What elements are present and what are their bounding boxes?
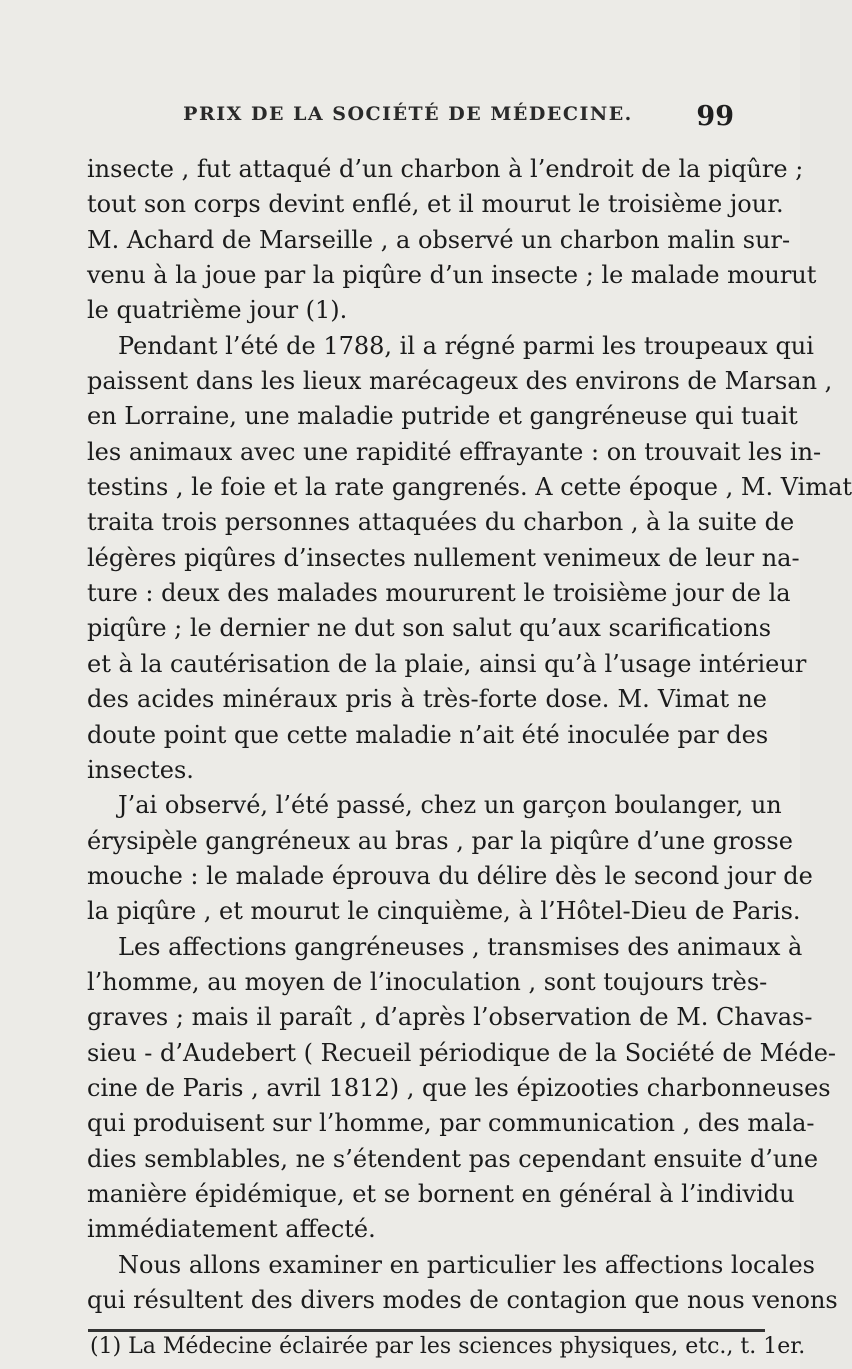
text-line: J’ai observé, l’été passé, chez un garçon boulanger, un — [118, 791, 782, 820]
text-line: Nous allons examiner en particulier les affections locales — [118, 1250, 815, 1279]
text-line: érysipèle gangréneux au bras , par la piqûre d’une grosse — [87, 826, 793, 855]
text-line: qui produisent sur l’homme, par communication , des mala- — [87, 1109, 815, 1138]
text-line: manière épidémique, et se bornent en général à l’individu — [87, 1179, 795, 1208]
text-line: doute point que cette maladie n’ait été inoculée par des — [87, 720, 769, 749]
text-line: testins , le foie et la rate gangrenés. A cette époque , M. Vimat — [87, 473, 852, 502]
text-line: traita trois personnes attaquées du charbon , à la suite de — [87, 508, 795, 537]
text-line: mouche : le malade éprouva du délire dès le second jour de — [87, 861, 813, 890]
body-text — [87, 152, 852, 1318]
text-line: Pendant l’été de 1788, il a régné parmi les troupeaux qui — [118, 331, 814, 360]
header-title: PRIX DE LA SOCIÉTÉ DE MÉDECINE. — [183, 103, 633, 125]
text-line: insectes. — [87, 755, 194, 784]
text-line: ture : deux des malades moururent le troisième jour de la — [87, 579, 791, 608]
text-line: sieu - d’Audebert ( Recueil périodique de la Société de Méde- — [87, 1038, 837, 1067]
text-line: graves ; mais il paraît , d’après l’observation de M. Chavas- — [87, 1003, 813, 1032]
text-line: les animaux avec une rapidité effrayante : on trouvait les in- — [87, 437, 822, 466]
text-line: immédiatement affecté. — [87, 1215, 376, 1244]
running-header — [100, 103, 740, 135]
text-line: cine de Paris , avril 1812) , que les épizooties charbonneuses — [87, 1073, 831, 1102]
text-line: le quatrième jour (1). — [87, 296, 348, 325]
text-line: Les affections gangréneuses , transmises des animaux à — [118, 932, 803, 961]
page-number: 99 — [696, 101, 734, 132]
text-line: la piqûre , et mourut le cinquième, à l’Hôtel-Dieu de Paris. — [87, 897, 801, 926]
text-line: dies semblables, ne s’étendent pas cependant ensuite d’une — [87, 1144, 819, 1173]
text-line: M. Achard de Marseille , a observé un charbon malin sur- — [87, 225, 791, 254]
text-line: venu à la joue par la piqûre d’un insecte ; le malade mourut — [87, 261, 817, 290]
text-line: et à la cautérisation de la plaie, ainsi qu’à l’usage intérieur — [87, 649, 807, 678]
text-line: paissent dans les lieux marécageux des environs de Marsan , — [87, 367, 833, 396]
text-line: piqûre ; le dernier ne dut son salut qu’aux scarifications — [87, 614, 772, 643]
text-line: tout son corps devint enflé, et il mourut le troisième jour. — [87, 190, 784, 219]
footnote: (1) La Médecine éclairée par les sciences physiques, etc., t. 1er. — [90, 1334, 806, 1359]
text-line: l’homme, au moyen de l’inoculation , sont toujours très- — [87, 967, 768, 996]
text-line: en Lorraine, une maladie putride et gangréneuse qui tuait — [87, 402, 798, 431]
text-line: qui résultent des divers modes de contagion que nous venons — [87, 1286, 838, 1314]
text-line: insecte , fut attaqué d’un charbon à l’endroit de la piqûre ; — [87, 155, 804, 183]
text-line: des acides minéraux pris à très-forte dose. M. Vimat ne — [87, 685, 767, 714]
text-line: légères piqûres d’insectes nullement venimeux de leur na- — [87, 543, 800, 572]
